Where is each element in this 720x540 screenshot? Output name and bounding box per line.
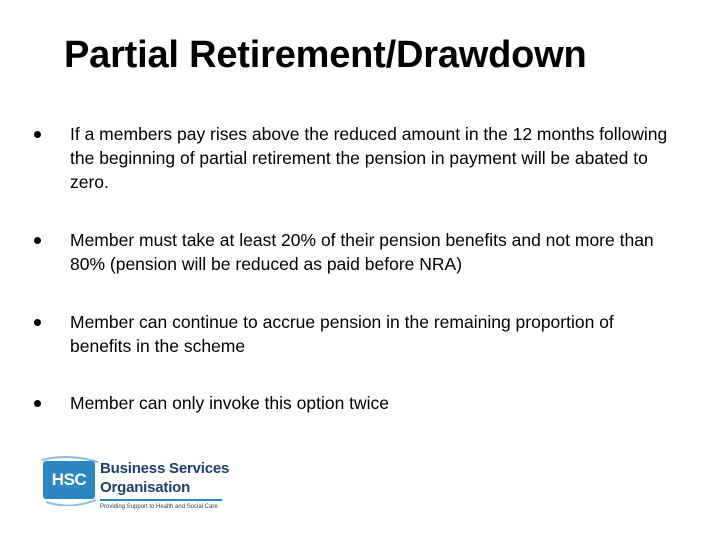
bullet-dot-icon <box>34 237 41 244</box>
bullet-dot-icon <box>34 400 41 407</box>
hsc-badge: HSC <box>43 461 95 499</box>
bullet-item <box>34 391 674 415</box>
bullet-item <box>34 228 674 276</box>
bullet-item <box>34 122 674 194</box>
bullet-text: Member can continue to accrue pension in the remaining proportion of benefits in the scheme <box>70 312 614 356</box>
logo-org-name-line1: Business Services <box>100 460 230 477</box>
logo-org-name-line2: Organisation <box>100 479 191 496</box>
logo-divider <box>100 499 222 501</box>
slide-title: Partial Retirement/Drawdown <box>64 34 587 76</box>
bullet-text: Member must take at least 20% of their pension benefits and not more than 80% (pension will be reduced as paid before NRA) <box>70 230 654 274</box>
logo-tagline: Providing Support to Health and Social Care <box>100 504 218 510</box>
bullet-text: If a members pay rises above the reduced amount in the 12 months following the beginning of partial retirement the pension in payment will be abated to zero. <box>70 124 668 192</box>
bullet-dot-icon <box>34 131 41 138</box>
bullet-item <box>34 310 674 358</box>
bullet-dot-icon <box>34 319 41 326</box>
bullet-text: Member can only invoke this option twice <box>70 393 390 413</box>
bso-logo <box>40 456 240 518</box>
